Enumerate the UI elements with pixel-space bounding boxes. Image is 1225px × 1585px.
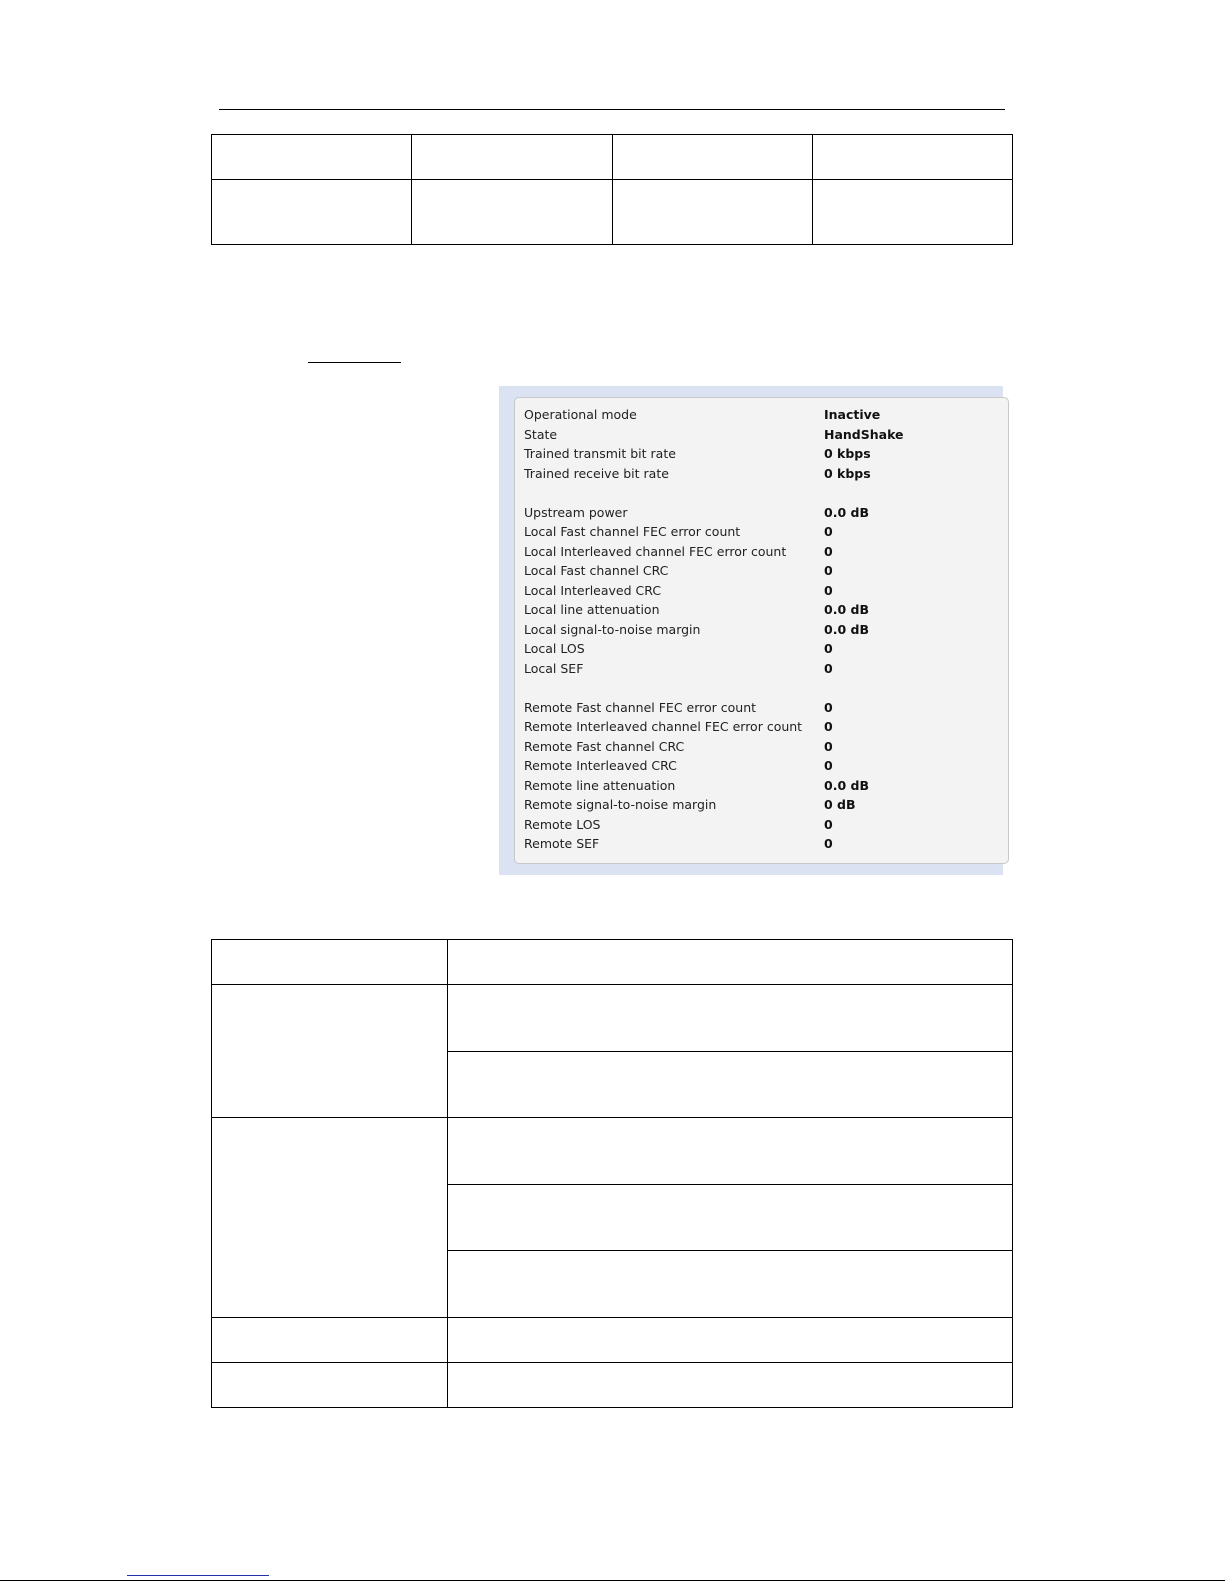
table-cell — [448, 940, 1013, 985]
status-label: Remote Fast channel FEC error count — [524, 699, 757, 715]
status-list — [524, 405, 1008, 854]
status-label: Trained receive bit rate — [524, 465, 669, 481]
status-value: 0.0 dB — [824, 621, 869, 637]
status-label: Trained transmit bit rate — [524, 446, 676, 462]
status-row — [524, 503, 1008, 523]
status-label: Remote Interleaved CRC — [524, 758, 677, 774]
table-cell — [813, 180, 1013, 245]
table-cell — [212, 1118, 448, 1318]
table-cell — [448, 1052, 1013, 1118]
status-value: 0 — [824, 836, 833, 852]
bottom-table — [211, 939, 1013, 1408]
status-row — [524, 756, 1008, 776]
status-label: Local LOS — [524, 641, 585, 657]
table-cell — [448, 1185, 1013, 1251]
top-table — [211, 134, 1013, 245]
status-label: Remote signal-to-noise margin — [524, 797, 717, 813]
table-cell — [212, 940, 448, 985]
status-value: 0 — [824, 563, 833, 579]
status-row — [524, 717, 1008, 737]
table-cell — [448, 985, 1013, 1052]
status-row — [524, 581, 1008, 601]
status-value: 0 kbps — [824, 465, 871, 481]
status-label: Remote Interleaved channel FEC error count — [524, 719, 803, 735]
table-cell — [412, 180, 613, 245]
status-value: HandShake — [824, 426, 904, 442]
status-spacer — [524, 483, 1008, 503]
table-cell — [448, 1318, 1013, 1363]
status-row — [524, 776, 1008, 796]
status-box — [514, 397, 1009, 864]
status-label: Local Fast channel CRC — [524, 563, 669, 579]
table-row — [212, 1363, 1013, 1408]
table-cell — [448, 1363, 1013, 1408]
status-label: Local Interleaved CRC — [524, 582, 662, 598]
status-label: Local SEF — [524, 660, 584, 676]
footer-rule — [0, 1580, 1225, 1581]
table-cell — [212, 1363, 448, 1408]
table-cell — [448, 1118, 1013, 1185]
status-label: Local line attenuation — [524, 602, 660, 618]
status-row — [524, 561, 1008, 581]
section-heading-underline — [308, 362, 401, 363]
status-row — [524, 834, 1008, 854]
status-row — [524, 795, 1008, 815]
status-value: 0 — [824, 738, 833, 754]
table-row — [212, 180, 1013, 245]
table-row — [212, 1318, 1013, 1363]
table-row — [212, 1118, 1013, 1185]
status-value: 0.0 dB — [824, 602, 869, 618]
status-row — [524, 425, 1008, 445]
status-row — [524, 620, 1008, 640]
status-row — [524, 815, 1008, 835]
status-spacer — [524, 678, 1008, 698]
table-cell — [212, 985, 448, 1118]
status-row — [524, 698, 1008, 718]
status-label: Remote Fast channel CRC — [524, 738, 685, 754]
status-value: 0 — [824, 660, 833, 676]
status-value: 0 — [824, 524, 833, 540]
status-label: Operational mode — [524, 407, 637, 423]
status-label: Local Interleaved channel FEC error count — [524, 543, 787, 559]
status-row — [524, 737, 1008, 757]
status-label: Local signal-to-noise margin — [524, 621, 701, 637]
table-row — [212, 940, 1013, 985]
status-row — [524, 659, 1008, 679]
status-row — [524, 542, 1008, 562]
status-row — [524, 600, 1008, 620]
status-row — [524, 639, 1008, 659]
status-value: Inactive — [824, 407, 881, 423]
status-value: 0.0 dB — [824, 777, 869, 793]
table-cell — [813, 135, 1013, 180]
status-value: 0 — [824, 699, 833, 715]
status-value: 0 kbps — [824, 446, 871, 462]
adsl-status-screenshot — [499, 386, 1003, 875]
table-cell — [212, 180, 412, 245]
status-row — [524, 444, 1008, 464]
status-label: State — [524, 426, 558, 442]
status-label: Remote LOS — [524, 816, 601, 832]
footer-link-underline[interactable] — [127, 1575, 269, 1576]
table-cell — [613, 135, 813, 180]
status-label: Remote SEF — [524, 836, 600, 852]
status-value: 0 — [824, 582, 833, 598]
status-row — [524, 522, 1008, 542]
table-row — [212, 985, 1013, 1052]
status-value: 0 — [824, 816, 833, 832]
status-value: 0 — [824, 758, 833, 774]
table-cell — [613, 180, 813, 245]
status-label: Local Fast channel FEC error count — [524, 524, 741, 540]
table-cell — [448, 1251, 1013, 1318]
status-label: Remote line attenuation — [524, 777, 676, 793]
status-row — [524, 464, 1008, 484]
table-cell — [212, 1318, 448, 1363]
table-cell — [212, 135, 412, 180]
status-value: 0 — [824, 543, 833, 559]
status-value: 0 — [824, 641, 833, 657]
header-rule — [219, 109, 1005, 110]
table-row — [212, 135, 1013, 180]
status-value: 0.0 dB — [824, 504, 869, 520]
status-value: 0 dB — [824, 797, 856, 813]
status-row — [524, 405, 1008, 425]
status-value: 0 — [824, 719, 833, 735]
table-cell — [412, 135, 613, 180]
status-label: Upstream power — [524, 504, 628, 520]
